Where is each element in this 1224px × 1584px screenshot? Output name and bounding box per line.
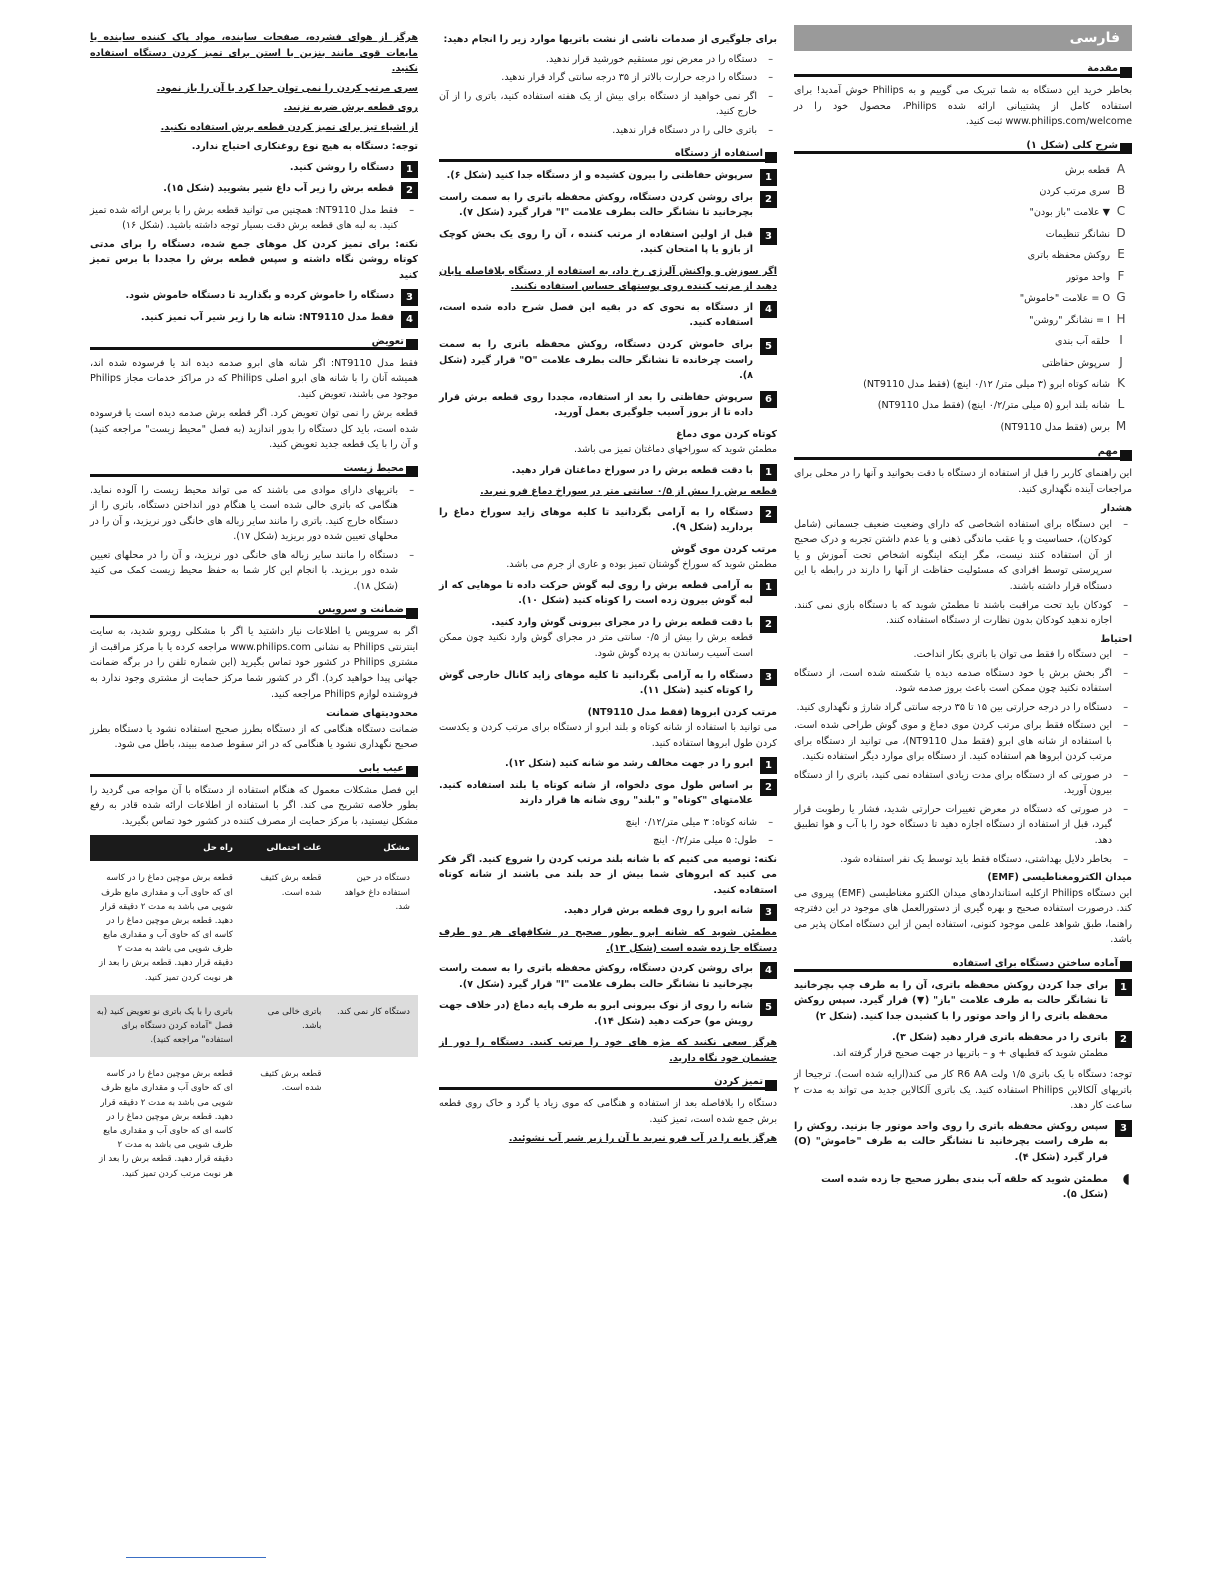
table-row <box>90 995 418 1058</box>
protect-item: – اگر نمی خواهید از دستگاه برای بیش از یک هفته استفاده کنید، باتری را از آن خارج کنید. <box>439 89 777 120</box>
brow-note: نکته: توصیه می کنیم که با شانه بلند مرتب کردن را شروع کنید. اگر فکر می کنید که ابروهای شما بیش از حد بلند می باشند از شانه کوتاه استفاده کنید. <box>439 853 777 896</box>
section-heading-replace: تعویض <box>90 336 418 350</box>
caution-item: – بخاطر دلایل بهداشتی، دستگاه فقط باید توسط یک نفر استفاده شود. <box>794 852 1132 868</box>
column-right <box>794 22 1132 1208</box>
brow-step: 4 برای روشن کردن دستگاه، روکش محفظه باتری را به سمت راست بچرخانید تا نشانگر حالت بطرف علامت "I" قرار گیرد (شکل ۷). <box>439 961 777 992</box>
use-step: 2 برای روشن کردن دستگاه، روکش محفظه باتری را به سمت راست بچرخانید تا نشانگر حالت بطرف علامت "I" قرار گیرد (شکل ۷). <box>439 190 777 221</box>
prepare-step: 1 برای جدا کردن روکش محفظه باتری، آن را به طرف چپ بچرخانید تا نشانگر حالت به طرف علامت "باز" (▼) قرار گیرد. سپس روکش محفظه باتری را از واحد موتور را با کشیدن جدا کنید. (شکل ۲) <box>794 978 1132 1025</box>
use-step: 5 برای خاموش کردن دستگاه، روکش محفظه باتری را به سمت راست چرخانده تا نشانگر حالت بطرف علامت "O" قرار گیرد (شکل ۸). <box>439 337 777 384</box>
table-cell: دستگاه کار نمی کند. <box>329 995 418 1058</box>
ear-step: 1 به آرامی قطعه برش را روی لبه گوش حرکت داده تا موهایی که از لبه گوش بیرون زده است را کوتاه کنید (شکل ۱۰). <box>439 578 777 609</box>
clean-step: 1 دستگاه را روشن کنید. <box>90 160 418 176</box>
eyelash-warning: هرگز سعی نکنید که مژه های خود را مرتب کنید. دستگاه را دور از چشمان خود نگاه دارید. <box>439 1037 777 1064</box>
overview-item: L شانه بلند ابرو (۵ میلی متر/۰/۲ اینچ) (فقط مدل NT9110) <box>877 397 1125 412</box>
table-row <box>90 1057 418 1190</box>
caution-item: – این دستگاه را فقط می توان با باتری بکار انداخت. <box>794 647 1132 663</box>
prepare-bullet: ◖ مطمئن شوید که حلقه آب بندی بطرز صحیح جا زده شده است (شکل ۵). <box>821 1170 1130 1201</box>
nose-note: قطعه برش را بیش از ۰/۵ سانتی متر در سوراخ دماغ فرو نبرید. <box>480 486 777 498</box>
column-middle <box>439 22 777 1151</box>
clean-warning: از اشیاء تیز برای تمیز کردن قطعه برش استفاده نکنید. <box>160 121 418 133</box>
language-tab: فارسی <box>794 25 1132 51</box>
oil-note: توجه: دستگاه به هیچ نوع روغنکاری احتیاج ندارد. <box>191 141 418 153</box>
section-heading-prepare: آماده ساختن دستگاه برای استفاده <box>794 958 1132 972</box>
overview-item: H I = نشانگر "روشن" <box>1029 311 1126 326</box>
use-step: 3 قبل از اولین استفاده از مرتب کننده ، آن را روی یک بخش کوچک از بازو یا پا امتحان کنید. <box>439 227 777 258</box>
emf-text: این دستگاه Philips ازکلیه استانداردهای میدان الکترو مغناطیسی (EMF) پیروی می کند. درصورت استفاده صحیح و بهره گیری از دستورالعمل های موجود در این دفترچه راهنما، طبق شواهد علمی موجود کنونی، استفاده ایمن از این دستگاه امکان پذیر می باشد. <box>794 887 1132 946</box>
nose-step: 2 دستگاه را به آرامی بگردانید تا کلیه موهای زاید سوراخ دماغ را بردارید (شکل ۹). <box>439 505 777 536</box>
service-text: اگر به سرویس یا اطلاعات نیاز داشتید یا اگر با مشکلی روبرو شدید، به سایت اینترنتی Philips به نشانی www.philips.com مراجعه کرده یا با مرکز مراقبت از مشتری Philips در کشور خود تماس بگیرید (این شماره تلفن را در برگه ضمانت جهانی پیدا خواهید کرد). اگر در کشور شما مرکز حمایت از مشتری وجود ندارد به فروشنده لوازم Philips مراجعه کنید. <box>90 626 419 700</box>
overview-list <box>794 160 1132 437</box>
table-cell: قطعه برش موچین دماغ را در کاسه ای که حاوی آب و مقداری مایع ظرف شویی می باشد به مدت ۲ دقیقه قرار دهید. قطعه برش موچین دماغ را در کاسه ای که حاوی آب و مقداری مایع ظرف شویی می باشد به مدت ۲ دقیقه قرار دهید. قطعه برش را بعد از هر نوبت کردن تمیز کنید. <box>99 873 233 983</box>
ear-step: 2 با دقت قطعه برش را در مجرای بیرونی گوش وارد کنید. قطعه برش را بیش از ۰/۵ سانتی متر در مجرای گوش وارد نکنید چون ممکن است آسیب رساندن به پرده گوش شود. <box>439 615 777 662</box>
caution-title: احتیاط <box>1100 633 1132 645</box>
environment-item: – باتریهای دارای موادی می باشند که می تواند محیط زیست را آلوده نماید. هنگامی که باتری خالی شده است یا هنگام دور انداختن دستگاه، باتری را از دستگاه خارج کنید. باتری را مانند سایر زباله های خانگی دور نریزید، و آن را در محلهای تعیین شده دور بریزید (شکل ۱۷). <box>90 483 418 545</box>
table-cell: باتری را با یک باتری نو تعویض کنید (به فصل "آماده کردن دستگاه برای استفاده" مراجعه کنید). <box>90 995 241 1058</box>
overview-item: M برس (فقط مدل NT9110) <box>1000 418 1127 433</box>
important-text: این راهنمای کاربر را قبل از استفاده از دستگاه با دقت بخوانید و آنها را در محلی برای مراجعات آینده نگهداری کنید. <box>794 468 1132 495</box>
table-cell: قطعه برش کثیف شده است. <box>260 873 322 898</box>
replace-text: فقط مدل NT9110: اگر شانه های ابرو صدمه دیده اند یا فرسوده شده اند، همیشه آنان را با شانه های ابرو اصلی Philips که در مراکز خدمات مجاز Philips موجود می باشند، تعویض کنید. <box>90 357 418 400</box>
limits-text: ضمانت دستگاه هنگامی که از دستگاه بطرز صحیح استفاده نشود یا دستگاه بطرز صحیح نگهداری نشود یا هنگامی که در اثر سقوط صدمه ببیند، باطل می شود. <box>90 723 418 751</box>
brow-comb-note: مطمئن شوید که شانه ابرو بطور صحیح در شکافهای هر دو طرف دستگاه جا زده شده است (شکل ۱۳). <box>439 926 777 954</box>
warning-item: – کودکان باید تحت مراقبت باشند تا مطمئن شوید که با دستگاه بازی نمی کنند. اجازه ندهید کودکان بدون نظارت از دستگاه استفاده کنند. <box>794 598 1132 629</box>
clean-tip: نکته: برای تمیز کردن کل موهای جمع شده، دستگاه را برای مدتی کوتاه روشن نگاه داشته و سپس قطعه برش را مجددا با برس تمیز کنید <box>90 238 418 281</box>
ear-step: 3 دستگاه را به آرامی بگردانید تا کلیه موهای زاید کانال خارجی گوش را کوتاه کنید (شکل ۱۱). <box>439 668 777 699</box>
overview-item: B سری مرتب کردن <box>1039 183 1126 198</box>
battery-note: توجه: دستگاه با یک باتری ۱/۵ ولت R6 AA کار می کند(ارایه شده است). ترجیحا از باتریهای آلکالاین Philips استفاده کنید. یک باتری آلکالاین جدید می تواند به مدت ۲ ساعت کار دهد. <box>794 1069 1132 1112</box>
clean-step: 4 فقط مدل NT9110: شانه ها را زیر شیر آب تمیز کنید. <box>90 310 418 326</box>
protect-intro: برای جلوگیری از صدمات ناشی از نشت باتریها موارد زیر را انجام دهید: <box>443 34 777 45</box>
overview-item: J سرپوش حفاظتی <box>1042 354 1123 369</box>
clean-step: 2 قطعه برش را زیر آب داغ شیر بشویید (شکل ۱۵). <box>90 181 418 197</box>
table-cell: قطعه برش کثیف شده است. <box>260 1069 322 1094</box>
table-row <box>90 861 418 994</box>
table-header: علت احتمالی <box>241 835 330 861</box>
environment-item: – دستگاه را مانند سایر زباله های خانگی دور نریزید، و آن را در محلهای تعیین شده دور بریزید. با انجام این کار شما به حفظ محیط زیست کمک می کنید (شکل ۱۸). <box>90 548 418 595</box>
caution-item: – این دستگاه فقط برای مرتب کردن موی دماغ و موی گوش طراحی شده است. با استفاده از شانه های ابرو (فقط مدل NT9110)، می توانید از دستگاه برای مرتب کردن ابروها هم استفاده کنید. از دستگاه برای موارد دیگر استفاده نکنید. <box>794 718 1132 765</box>
protect-item: – دستگاه را در معرض نور مستقیم خورشید قرار ندهید. <box>439 52 777 68</box>
protect-item: – دستگاه را درجه حرارت بالاتر از ۳۵ درجه سانتی گراد قرار ندهید. <box>439 70 777 86</box>
table-cell: دستگاه در حین استفاده داغ خواهد شد. <box>344 873 410 912</box>
nose-title: کوتاه کردن موی دماغ <box>676 428 777 440</box>
brow-text: می توانید با استفاده از شانه کوتاه و بلند ابرو از دستگاه برای مرتب کردن و یکدست کردن طول ابروها استفاده کنید. <box>439 722 777 749</box>
section-heading-environment: محیط زیست <box>90 463 418 477</box>
limits-title: محدودیتهای ضمانت <box>326 708 418 720</box>
caution-item: – در صورتی که از دستگاه برای مدت زیادی استفاده نمی کنید، باتری را از دستگاه بیرون آورید. <box>794 768 1132 799</box>
use-step: 4 از دستگاه به نحوی که در بقیه این فصل شرح داده شده است، استفاده کنید. <box>439 300 777 331</box>
allergy-note: اگر سوزش و واکنش آلرژی رخ داد، به استفاده از دستگاه بلافاصله پایان دهید از مرتب کننده روی پوستهای حساس استفاده نکنید. <box>439 265 777 293</box>
section-heading-intro: مقدمة <box>794 63 1132 77</box>
nose-text: مطمئن شوید که سوراخهای دماغتان تمیز می باشد. <box>573 444 777 456</box>
brow-title: مرتب کردن ابروها (فقط مدل NT9110) <box>587 706 777 718</box>
caution-item: – دستگاه را در درجه حرارتی بین ۱۵ تا ۳۵ درجه سانتی گراد شارژ و نگهداری کنید. <box>794 700 1132 716</box>
clean-warning: هرگز پایه را در آب فرو نبرید یا آن را زیر شیر آب نشوئید. <box>508 1133 777 1145</box>
clean-dash-item: – فقط مدل NT9110: همچنین می توانید قطعه برش را با برس ارائه شده تمیز کنید. به لبه های قطعه برش دقت بسیار توجه داشته باشید. (شکل ۱۶) <box>90 203 418 234</box>
table-cell <box>329 1057 418 1190</box>
overview-item: A قطعه برش <box>1065 161 1126 176</box>
clean-warning: هرگز از هوای فشرده، صفحات ساینده، مواد پاک کننده ساینده یا مایعات قوی مانند بنزین یا استن برای تمیز کردن دستگاه استفاده نکنید. <box>90 32 418 75</box>
section-heading-important: مهم <box>794 446 1132 460</box>
overview-item: E روکش محفظه باتری <box>1027 247 1125 262</box>
section-heading-use: استفاده از دستگاه <box>439 148 777 162</box>
brow-step: 5 شانه را روی از نوک بیرونی ابرو به طرف پایه دماغ (در خلاف جهت رویش مو) حرکت دهید (شکل ۱۴). <box>439 998 777 1029</box>
overview-item: D نشانگر تنظیمات <box>1045 225 1126 240</box>
troubleshooting-table <box>90 835 418 1190</box>
intro-text: بخاطر خرید این دستگاه به شما تبریک می گوییم و به Philips خوش آمدید! برای استفاده کامل از پشتیبانی ارائه شده Philips، محصول خود را در www.philips.com/welcome ثبت کنید. <box>794 85 1132 128</box>
warning-item: – این دستگاه برای استفاده اشخاصی که دارای وضعیت ضعیف جسمانی (شامل کودکان)، حساسیت و یا عقب ماندگی ذهنی و یا عدم داشتن تجربه و درک صحیح از آن استفاده کنند نیست، مگر اینکه اینگونه اشخاص تحت آموزش و یا سرپرستی توسط افرادی که مسئولیت حفاظت از آنها را دارند در رابطه با این دستگاه قرار داشته باشند. <box>794 517 1132 595</box>
section-heading-troubleshooting: عیب یابی <box>90 763 418 777</box>
footer-rule <box>126 1557 266 1558</box>
brow-length: – طول: ۵ میلی متر/۰/۲ اینچ <box>439 833 777 849</box>
table-header: راه حل <box>90 835 241 861</box>
ear-title: مرتب کردن موی گوش <box>671 543 777 555</box>
clean-warning: روی قطعه برش ضربه نزنید. <box>283 102 418 114</box>
table-header: مشکل <box>329 835 418 861</box>
clean-warning: سری مرتب کردن را نمی توان جدا کرد یا آن را باز نمود. <box>156 82 418 94</box>
overview-item: K شانه کوتاه ابرو (۳ میلی متر/ ۰/۱۲ اینچ) (فقط مدل NT9110) <box>863 375 1125 390</box>
brow-step: 1 ابرو را در جهت مخالف رشد مو شانه کنید (شکل ۱۲). <box>439 756 777 772</box>
brow-length: – شانه کوتاه: ۳ میلی متر/۰/۱۲ اینچ <box>439 815 777 831</box>
brow-step: 3 شانه ابرو را روی قطعه برش قرار دهید. <box>439 903 777 919</box>
use-step: 6 سرپوش حفاظتی را بعد از استفاده، مجددا روی قطعه برش قرار داده تا از بروز آسیب جلوگیری بعمل آورید. <box>439 390 777 421</box>
table-header-row <box>90 835 418 861</box>
use-step: 1 سرپوش حفاظتی را بیرون کشیده و از دستگاه جدا کنید (شکل ۶). <box>439 168 777 184</box>
emf-title: میدان الکترومغناطیسی (EMF) <box>987 872 1132 884</box>
ear-text: مطمئن شوید که سوراخ گوشتان تمیز بوده و عاری از جرم می باشد. <box>506 559 777 571</box>
brow-step: 2 بر اساس طول موی دلخواه، از شانه کوتاه یا بلند استفاده کنید. علامتهای "کوتاه" و "بلند" روی شانه ها قرار دارند <box>439 778 777 809</box>
column-left <box>90 22 418 1191</box>
clean-text: دستگاه را بلافاصله بعد از استفاده و هنگامی که موی زیاد یا گرد و خاک روی قطعه برش جمع شده است، تمیز کنید. <box>439 1098 777 1125</box>
table-cell: قطعه برش موچین دماغ را در کاسه ای که حاوی آب و مقداری مایع ظرف شویی می باشد به مدت ۲ دقیقه قرار دهید. قطعه برش موچین دماغ را در کاسه ای که حاوی آب و مقداری مایع ظرف شویی می باشد به مدت ۲ دقیقه قرار دهید. قطعه برش را بعد از هر نوبت مرتب کردن تمیز کنید. <box>99 1069 233 1179</box>
replace-text: قطعه برش را نمی توان تعویض کرد. اگر قطعه برش صدمه دیده است یا فرسوده شده است، باید کل دستگاه را بدور اندازید (به فصل "محیط زیست" مراجعه کنید) و آن را با یک قطعه جدید تعویض کنید. <box>90 408 418 451</box>
caution-item: – اگر بخش برش یا خود دستگاه صدمه دیده یا شکسته شده است، از دستگاه استفاده نکنید چون ممکن است باعث بروز صدمه شود. <box>794 666 1132 697</box>
prepare-step: 2 باتری را در محفظه باتری قرار دهید (شکل ۳). مطمئن شوید که قطبهای + و – باتریها در جهت صحیح قرار گرفته اند. <box>794 1030 1132 1061</box>
overview-item: I حلقه آب بندی <box>1054 333 1123 348</box>
overview-item: F واحد موتور <box>1066 268 1125 283</box>
clean-step: 3 دستگاه را خاموش کرده و بگذارید تا دستگاه خاموش شود. <box>90 288 418 304</box>
prepare-step: 3 سپس روکش محفظه باتری را روی واحد موتور جا بزنید. روکش را به طرف راست بچرخانید تا نشانگر حالت به طرف "خاموش" (O) قرار گیرد (شکل ۴). <box>794 1119 1132 1166</box>
overview-item: G O = علامت "خاموش" <box>1019 290 1126 305</box>
troubleshooting-text: این فصل مشکلات معمول که هنگام استفاده از دستگاه با آن مواجه می گردید را بطور خلاصه تشریح می کند. اگر با استفاده از اطلاعات ارائه شده قادر به رفع مشکل نیستید، با مرکز حمایت از مصرف کننده در کشور خود تماس بگیرید. <box>90 784 418 827</box>
section-heading-overview: شرح کلی (شکل ۱) <box>794 140 1132 154</box>
caution-item: – در صورتی که دستگاه در معرض تغییرات حرارتی شدید، فشار یا رطوبت قرار گیرد، قبل از استفاده از دستگاه اجازه دهید تا دستگاه خود را با آب و هوا تطبیق دهد. <box>794 802 1132 849</box>
table-cell: باتری خالی می باشد. <box>241 995 330 1058</box>
nose-step: 1 با دقت قطعه برش را در سوراخ دماغتان قرار دهید. <box>439 463 777 479</box>
protect-item: – باتری خالی را در دستگاه قرار ندهید. <box>439 123 777 139</box>
overview-item: C ▼ علامت "باز بودن" <box>1029 204 1126 219</box>
section-heading-clean: تمیز کردن <box>439 1076 777 1090</box>
warning-title: هشدار <box>1101 503 1132 515</box>
section-heading-service: ضمانت و سرویس <box>90 604 418 618</box>
